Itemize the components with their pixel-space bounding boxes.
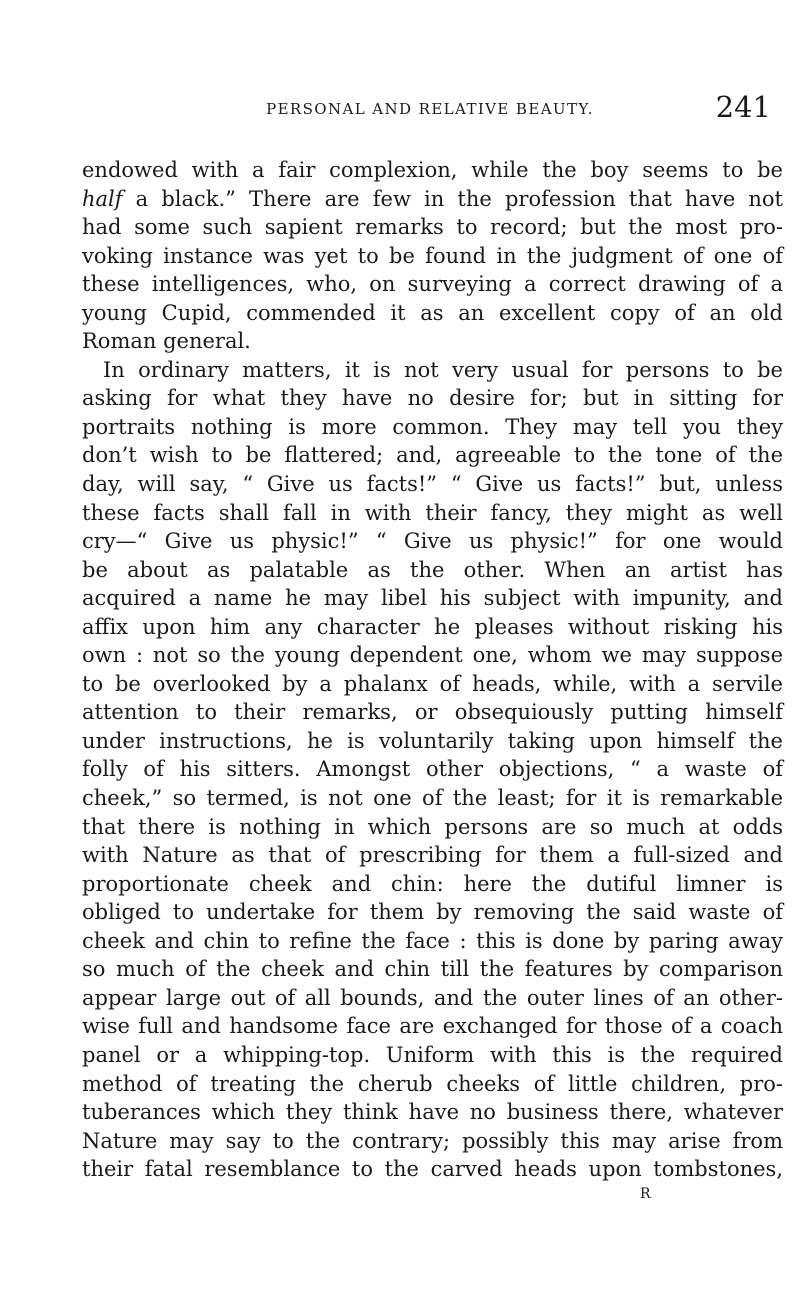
text-line: be about as palatable as the other. When an artist has [82, 557, 783, 582]
text-line: folly of his sitters. Amongst other objections, “ a waste of [82, 757, 783, 782]
text-line: tuberances which they think have no business there, whatever [82, 1100, 783, 1125]
text-line: with Nature as that of prescribing for them a full-sized and [82, 843, 783, 868]
text-line: proportionate cheek and chin: here the dutiful limner is [82, 871, 783, 896]
text-line: cheek and chin to refine the face : this is done by paring away [82, 928, 783, 953]
text-line: panel or a whipping-top. Uniform with this is the required [82, 1042, 783, 1067]
text-line: own : not so the young dependent one, whom we may suppose [82, 643, 783, 668]
page-number: 241 [715, 90, 771, 124]
text-line: wise full and handsome face are exchanged for those of a coach [82, 1014, 783, 1039]
text-line: to be overlooked by a phalanx of heads, while, with a servile [82, 671, 783, 696]
body-text [82, 156, 783, 1184]
text-line: portraits nothing is more common. They may tell you they [82, 414, 783, 439]
text-line: under instructions, he is voluntarily taking upon himself the [82, 728, 783, 753]
text-line: half a black.” There are few in the profession that have not [82, 186, 783, 211]
text-line: young Cupid, commended it as an excellent copy of an old [82, 300, 783, 325]
text-line: attention to their remarks, or obsequiously putting himself [82, 700, 783, 725]
text-line: endowed with a fair complexion, while the boy seems to be [82, 158, 783, 182]
text-line: obliged to undertake for them by removing the said waste of [82, 900, 783, 925]
text-line: appear large out of all bounds, and the outer lines of an other- [82, 985, 783, 1010]
signature-mark: R [640, 1185, 651, 1202]
text-line: so much of the cheek and chin till the features by comparison [82, 957, 783, 982]
text-line: day, will say, “ Give us facts!” “ Give us facts!” but, unless [82, 472, 783, 497]
text-line: that there is nothing in which persons are so much at odds [82, 814, 783, 839]
italic-word: half [82, 186, 123, 211]
text-line: method of treating the cherub cheeks of little children, pro- [82, 1071, 783, 1096]
text-line: cheek,” so termed, is not one of the least; for it is remarkable [82, 786, 783, 811]
text-line: these facts shall fall in with their fancy, they might as well [82, 500, 783, 525]
text-line: Roman general. [82, 329, 251, 354]
running-title: PERSONAL AND RELATIVE BEAUTY. [266, 100, 594, 118]
text-line: had some such sapient remarks to record; but the most pro- [82, 215, 783, 240]
text-line: don’t wish to be flattered; and, agreeable to the tone of the [82, 443, 783, 468]
text-line: cry—“ Give us physic!” “ Give us physic!” for one would [82, 529, 783, 554]
text-line: voking instance was yet to be found in the judgment of one of [82, 243, 783, 268]
text-line: asking for what they have no desire for; but in sitting for [82, 386, 783, 411]
text-line: acquired a name he may libel his subject with impunity, and [82, 586, 783, 611]
running-head [82, 90, 778, 130]
text-line: In ordinary matters, it is not very usual for persons to be [103, 357, 783, 382]
text-line: their fatal resemblance to the carved heads upon tombstones, [82, 1157, 783, 1182]
text-line: these intelligences, who, on surveying a correct drawing of a [82, 272, 783, 297]
text-line: affix upon him any character he pleases without risking his [82, 614, 783, 639]
text-line: Nature may say to the contrary; possibly this may arise from [82, 1128, 783, 1153]
